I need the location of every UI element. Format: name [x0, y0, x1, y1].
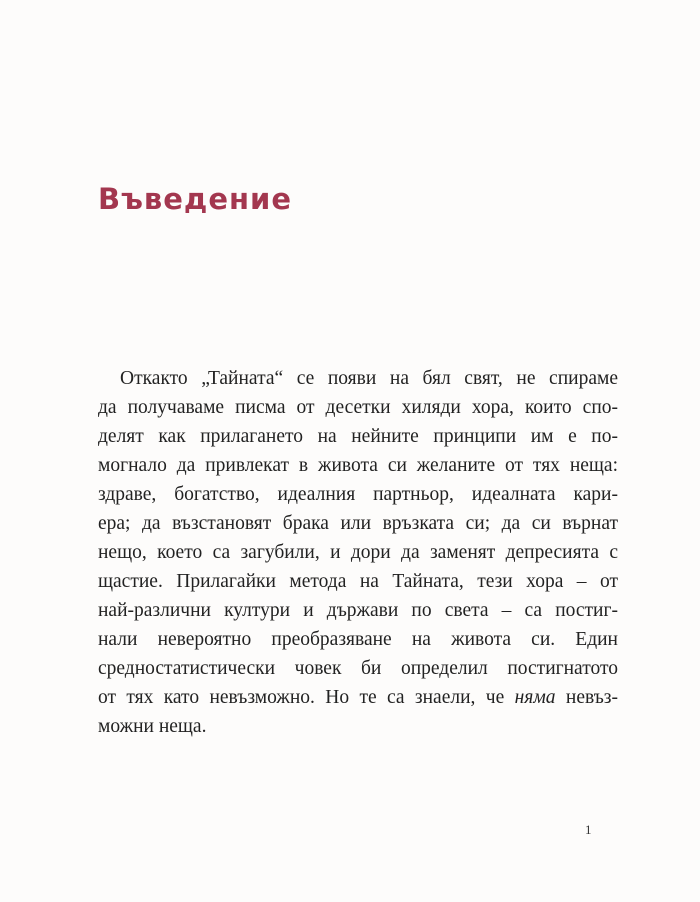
paragraph-line: средностатистически човек би определил постигнатото — [98, 658, 618, 679]
paragraph-line: здраве, богатство, идеалния партньор, идеалната кари- — [98, 484, 618, 505]
paragraph-line: делят как прилагането на нейните принципи им е по- — [98, 426, 618, 447]
paragraph-line: най-различни култури и държави по света – са постиг- — [98, 600, 618, 621]
intro-paragraph — [98, 364, 618, 741]
paragraph-line: Откакто „Тайната“ се появи на бял свят, не спираме — [120, 368, 618, 389]
paragraph-line: нещо, което са загубили, и дори да заменят депресията с — [98, 542, 618, 563]
chapter-title: Въведение — [98, 182, 293, 216]
paragraph-line: да получаваме писма от десетки хиляди хора, които спо- — [98, 397, 618, 418]
paragraph-line: нали невероятно преобразяване на живота си. Един — [98, 629, 618, 650]
paragraph-line: могнало да привлекат в живота си желаните от тях неща: — [98, 455, 618, 476]
line-text-after-emphasis: невъз- — [555, 687, 619, 708]
paragraph-line-mixed — [98, 683, 618, 712]
page-number: 1 — [585, 822, 592, 837]
paragraph-line: щастие. Прилагайки метода на Тайната, тези хора – от — [98, 571, 618, 592]
line-text-before-emphasis: от тях като невъзможно. Но те са знаели, че — [98, 687, 515, 708]
paragraph-line-last: можни неща. — [98, 716, 207, 737]
emphasized-word: няма — [514, 687, 556, 708]
paragraph-line: ера; да възстановят брака или връзката си; да си върнат — [98, 513, 618, 534]
